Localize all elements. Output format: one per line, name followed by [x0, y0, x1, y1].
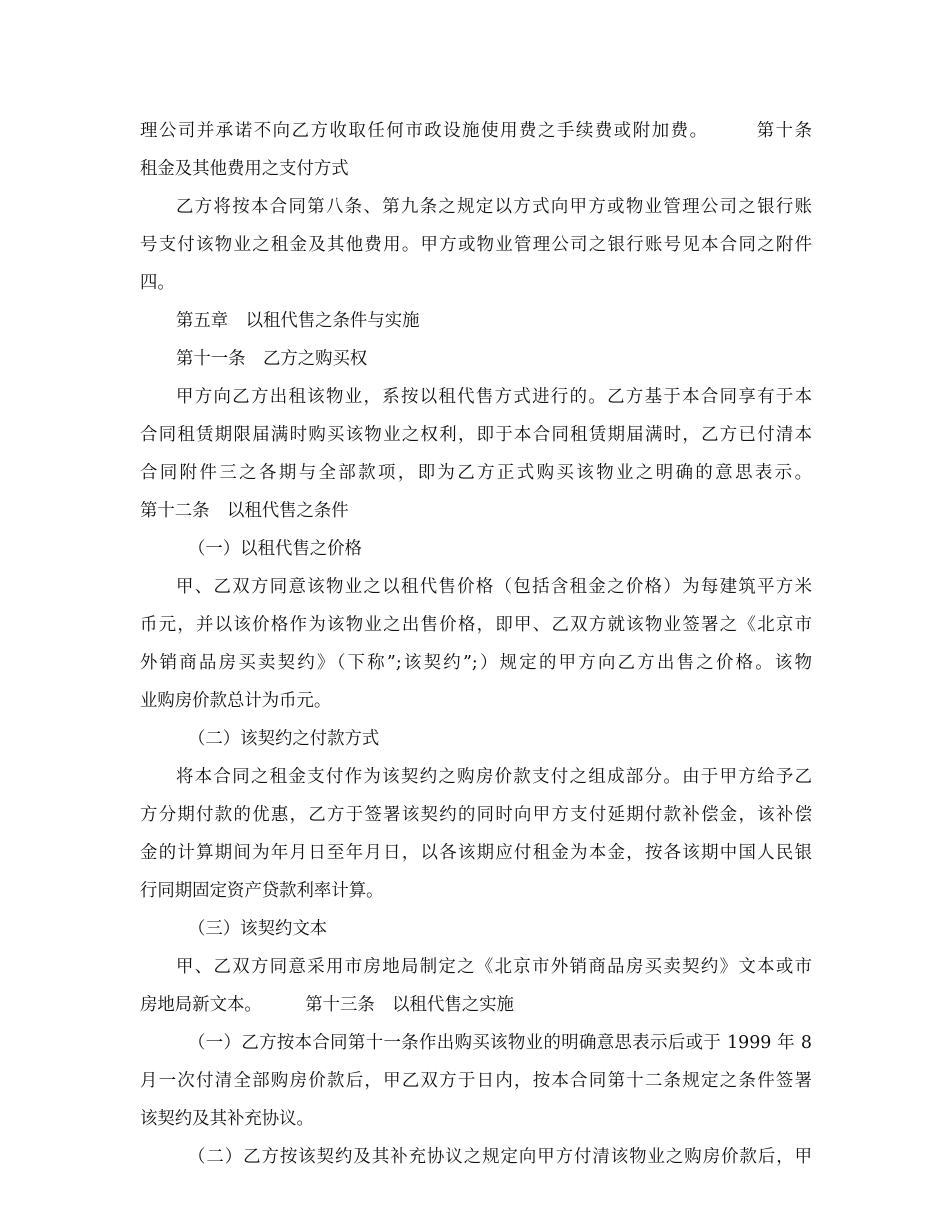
text-line: 行同期固定资产贷款利率计算。 — [140, 881, 384, 901]
chapter-heading: 第五章 以租代售之条件与实施 — [176, 311, 420, 331]
text-line: 甲方向乙方出租该物业，系按以租代售方式进行的。乙方基于本合同享有于本 — [176, 387, 812, 407]
text-line: 房地局新文本。 第十三条 以租代售之实施 — [140, 995, 514, 1015]
text-line: 四。 — [140, 273, 175, 293]
subsection-heading: （三）该契约文本 — [188, 919, 328, 939]
text-line: 该契约及其补充协议。 — [140, 1109, 314, 1129]
text-line: （一）乙方按本合同第十一条作出购买该物业的明确意思表示后或于 1999 年 8 — [188, 1033, 812, 1053]
text-line: 甲、乙双方同意该物业之以租代售价格（包括含租金之价格）为每建筑平方米 — [176, 577, 812, 597]
text-line: 租金及其他费用之支付方式 — [140, 159, 349, 179]
text-line: 甲、乙双方同意采用市房地局制定之《北京市外销商品房买卖契约》文本或市 — [176, 957, 812, 977]
text-line: 理公司并承诺不向乙方收取任何市政设施使用费之手续费或附加费。 第十条 — [140, 121, 812, 141]
subsection-heading: （二）该契约之付款方式 — [188, 729, 380, 749]
text-line: 金的计算期间为年月日至年月日，以各该期应付租金为本金，按各该期中国人民银 — [140, 843, 812, 863]
text-line: 乙方将按本合同第八条、第九条之规定以方式向甲方或物业管理公司之银行账 — [176, 197, 812, 217]
text-line: 币元，并以该价格作为该物业之出售价格，即甲、乙双方就该物业签署之《北京市 — [140, 615, 812, 635]
text-line: 月一次付清全部购房价款后，甲乙双方于日内，按本合同第十二条规定之条件签署 — [140, 1071, 812, 1091]
text-line: 合同租赁期限届满时购买该物业之权利，即于本合同租赁期届满时，乙方已付清本 — [140, 425, 812, 445]
text-line: 业购房价款总计为币元。 — [140, 691, 332, 711]
text-line: 将本合同之租金支付作为该契约之购房价款支付之组成部分。由于甲方给予乙 — [176, 767, 812, 787]
article-heading: 第十二条 以租代售之条件 — [140, 501, 349, 521]
subsection-heading: （一）以租代售之价格 — [188, 539, 362, 559]
article-heading: 第十一条 乙方之购买权 — [176, 349, 368, 369]
text-line: 号支付该物业之租金及其他费用。甲方或物业管理公司之银行账号见本合同之附件 — [140, 235, 812, 255]
text-line: 外销商品房买卖契约》（下称”;该契约”;）规定的甲方向乙方出售之价格。该物 — [140, 653, 812, 673]
text-line: （二）乙方按该契约及其补充协议之规定向甲方付清该物业之购房价款后，甲 — [188, 1147, 812, 1167]
text-line: 合同附件三之各期与全部款项，即为乙方正式购买该物业之明确的意思表示。 — [140, 463, 812, 483]
text-line: 方分期付款的优惠，乙方于签署该契约的同时向甲方支付延期付款补偿金，该补偿 — [140, 805, 812, 825]
document-body — [140, 112, 812, 1176]
